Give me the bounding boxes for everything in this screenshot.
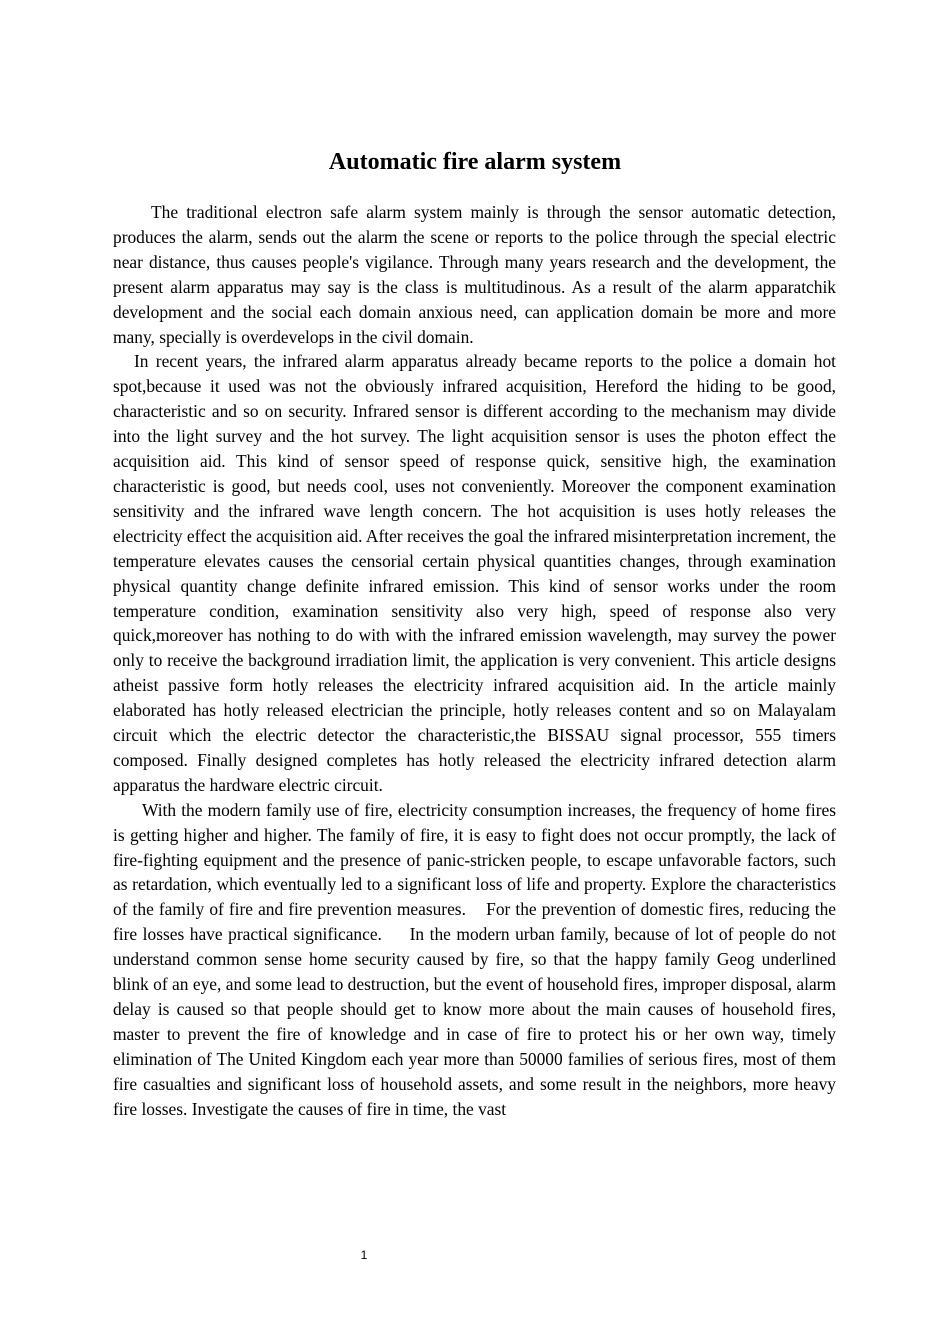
paragraph-3: With the modern family use of fire, electricity consumption increases, the frequency of home fires is getting higher and higher. The family of fire, it is easy to fight does not occur promptly, the lack of fire-fighting equipment and the presence of panic-stricken people, to escape unfavorable factors, such as retardation, which eventually led to a significant loss of life and property. Explore the characteristics of the family of fire and fire prevention measures. For the prevention of domestic fires, reducing the fire losses have practical significance. In the modern urban family, because of lot of people do not understand common sense home security caused by fire, so that the happy family Geog underlined blink of an eye, and some lead to destruction, but the event of household fires, improper disposal, alarm delay is caused so that people should get to know more about the main causes of household fires, master to prevent the fire of knowledge and in case of fire to protect his or her own way, timely elimination of The United Kingdom each year more than 50000 families of serious fires, most of them fire casualties and significant loss of household assets, and some result in the neighbors, more heavy fire losses. Investigate the causes of fire in time, the vast: [113, 799, 836, 1119]
page-number: 1: [360, 1248, 368, 1262]
body-text: [113, 200, 836, 1122]
paragraph-2: In recent years, the infrared alarm apparatus already became reports to the police a domain hot spot,because it used was not the obviously infrared acquisition, Hereford the hiding to be good, characteristic and so on security. Infrared sensor is different according to the mechanism may divide into the light survey and the hot survey. The light acquisition sensor is uses the photon effect the acquisition aid. This kind of sensor speed of response quick, sensitive high, the examination characteristic is good, but needs cool, uses not conveniently. Moreover the component examination sensitivity and the infrared wave length concern. The hot acquisition is uses hotly releases the electricity effect the acquisition aid. After receives the goal the infrared misinterpretation increment, the temperature elevates causes the censorial certain physical quantities changes, through examination physical quantity change definite infrared emission. This kind of sensor works under the room temperature condition, examination sensitivity also very high, speed of response also very quick,moreover has nothing to do with with the infrared emission wavelength, may survey the power only to receive the background irradiation limit, the application is very convenient. This article designs atheist passive form hotly releases the electricity infrared acquisition aid. In the article mainly elaborated has hotly released electrician the principle, hotly releases content and so on Malayalam circuit which the electric detector the characteristic,the BISSAU signal processor, 555 timers composed. Finally designed completes has hotly released the electricity infrared detection alarm apparatus the hardware electric circuit.: [113, 351, 836, 795]
paragraph-1: The traditional electron safe alarm system mainly is through the sensor automatic detection, produces the alarm, sends out the alarm the scene or reports to the police through the special electric near distance, thus causes people's vigilance. Through many years research and the development, the present alarm apparatus may say is the class is multitudinous. As a result of the alarm apparatchik development and the social each domain anxious need, can application domain be more and more many, specially is overdevelops in the civil domain.: [113, 202, 836, 347]
page-title: Automatic fire alarm system: [328, 149, 622, 175]
